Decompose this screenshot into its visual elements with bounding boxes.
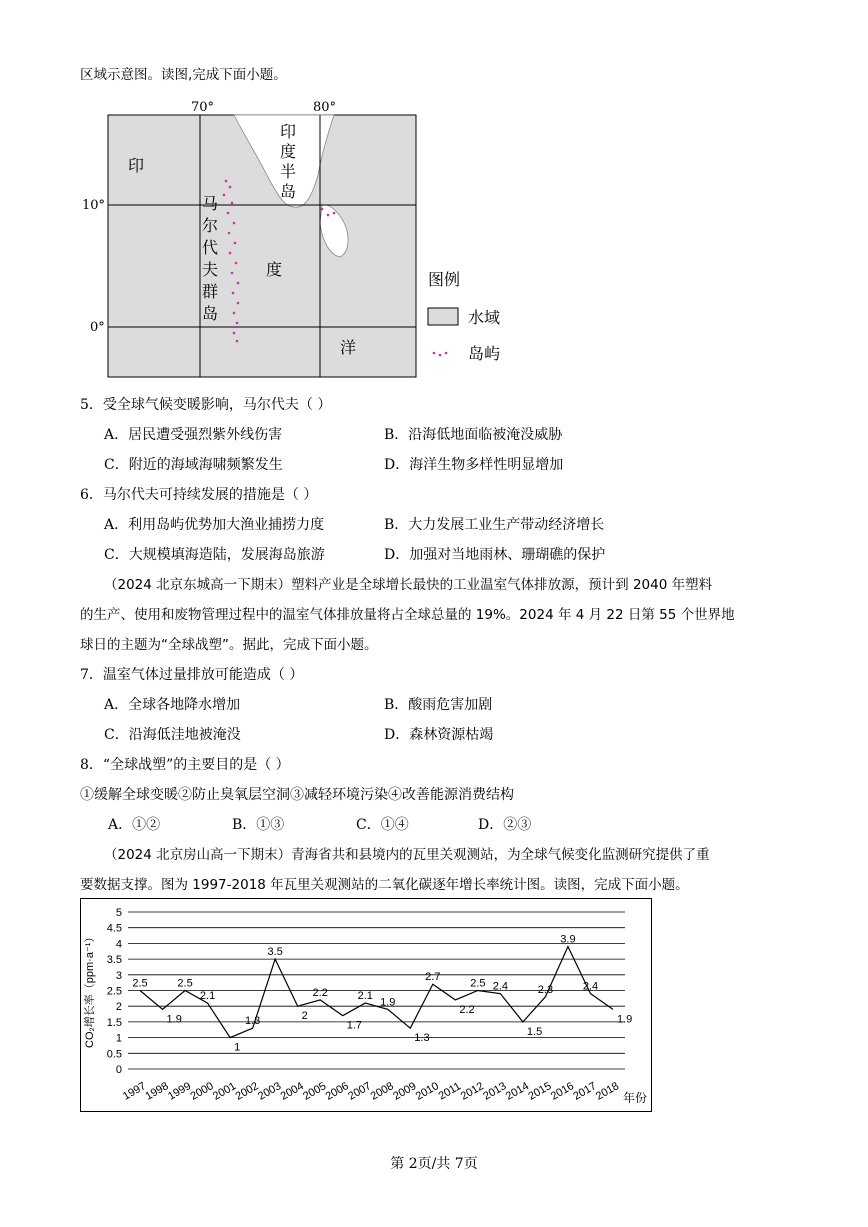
x-tick-label: 1997 [120,1080,149,1103]
data-label: 3.5 [267,946,283,959]
x-tick-label: 2003 [256,1080,284,1103]
q5-option-d[interactable]: D．海洋生物多样性明显增加 [384,457,564,473]
svg-text:夫: 夫 [202,260,219,279]
svg-text:群: 群 [202,282,219,301]
y-tick-label: 1.5 [106,1016,122,1029]
data-label: 2.2 [312,986,328,999]
x-tick-label: 2012 [458,1080,486,1103]
data-label: 1.3 [414,1032,430,1045]
svg-text:图例: 图例 [428,270,461,289]
q8-option-a[interactable]: A．①② [108,817,161,833]
chart-ylabel: CO₂增长率（ppm·a⁻¹） [84,931,96,1048]
data-label: 2.4 [492,980,509,993]
q7-option-c[interactable]: C．沿海低洼地被淹没 [104,727,241,743]
x-tick-label: 2004 [278,1080,306,1103]
y-tick-label: 2 [115,1001,122,1014]
data-label: 2.5 [132,977,148,990]
y-tick-label: 4.5 [106,922,122,935]
map-legend [428,270,500,363]
q5-option-a[interactable]: A．居民遭受强烈紫外线伤害 [104,427,283,443]
x-tick-label: 2008 [368,1080,396,1103]
data-label: 3.9 [560,933,576,946]
x-tick-label: 2007 [346,1080,374,1103]
x-tick-label: 2018 [593,1080,622,1103]
data-label: 2.1 [357,990,373,1003]
x-tick-label: 2010 [413,1080,441,1103]
svg-text:洋: 洋 [340,338,357,357]
data-label: 1.9 [380,996,396,1009]
svg-text:岛: 岛 [280,182,297,201]
x-tick-label: 1998 [143,1080,171,1103]
svg-text:80°: 80° [313,100,337,115]
svg-text:0°: 0° [90,320,105,335]
co2-growth-chart [80,898,652,1112]
data-label: 2.5 [470,977,486,990]
y-tick-label: 2.5 [106,985,122,998]
q7-stem: 7．温室气体过量排放可能造成（ ） [80,667,304,683]
q8-option-d[interactable]: D．②③ [478,817,532,833]
x-tick-label: 1999 [165,1080,194,1103]
svg-text:印: 印 [280,122,297,141]
page-footer: 第 2页/共 7页 [390,1156,478,1172]
q7-option-b[interactable]: B．酸雨危害加剧 [384,697,493,713]
q5-option-b[interactable]: B．沿海低地面临被淹没威胁 [384,427,563,443]
x-tick-label: 2015 [526,1080,554,1103]
y-tick-label: 4 [115,938,122,951]
data-label: 2.4 [582,980,599,993]
data-label: 2.2 [459,1003,475,1016]
data-label: 2 [301,1010,308,1023]
q8-stem: 8．“全球战塑”的主要目的是（ ） [80,757,290,773]
x-tick-label: 2011 [436,1080,464,1103]
svg-text:尔: 尔 [202,216,219,235]
data-label: 1 [234,1041,241,1054]
svg-text:岛: 岛 [202,304,219,323]
x-tick-label: 2000 [188,1080,216,1103]
q5-stem: 5．受全球气候变暖影响，马尔代夫（ ） [80,397,332,413]
q6-option-a[interactable]: A．利用岛屿优势加大渔业捕捞力度 [104,517,325,533]
x-tick-label: 2016 [548,1080,577,1103]
x-tick-label: 2006 [323,1080,351,1103]
q6-stem: 6．马尔代夫可持续发展的措施是（ ） [80,487,318,503]
svg-text:水域: 水域 [468,308,501,327]
svg-text:半: 半 [280,162,297,181]
y-tick-label: 5 [115,907,122,919]
passage2-line2: 的生产、使用和废物管理过程中的温室气体排放量将占全球总量的 19%。2024 年 4 月 22 日第 55 个世界地 [80,607,735,623]
svg-text:10°: 10° [82,198,106,213]
q6-option-d[interactable]: D．加强对当地雨林、珊瑚礁的保护 [384,547,606,563]
x-tick-label: 2013 [481,1080,509,1103]
passage3-line1: （2024 北京房山高一下期末）青海省共和县境内的瓦里关观测站，为全球气候变化监测研究提供了重 [104,847,710,863]
x-tick-label: 2001 [210,1080,239,1103]
data-label: 1.9 [166,1013,182,1026]
q8-list: ①缓解全球变暖②防止臭氧层空洞③减轻环境污染④改善能源消费结构 [80,787,514,803]
svg-text:印: 印 [128,156,145,175]
x-tick-label: 2014 [503,1080,532,1103]
x-tick-label: 2017 [571,1080,599,1103]
x-tick-label: 2005 [301,1080,329,1103]
y-tick-label: 1 [115,1032,122,1045]
q8-option-b[interactable]: B．①③ [232,817,285,833]
svg-text:度: 度 [280,142,297,161]
data-label: 2.3 [537,983,554,996]
q5-option-c[interactable]: C．附近的海域海啸频繁发生 [104,457,283,473]
data-label: 1.3 [244,1015,261,1028]
svg-text:马: 马 [202,194,219,213]
y-tick-label: 3.5 [106,954,122,967]
maldives-map [82,95,528,385]
q7-option-a[interactable]: A．全球各地降水增加 [104,697,241,713]
passage2-line1: （2024 北京东城高一下期末）塑料产业是全球增长最快的工业温室气体排放源，预计到 2040 年塑料 [104,577,713,593]
svg-text:代: 代 [202,238,219,257]
y-tick-label: 3 [115,969,122,982]
svg-text:70°: 70° [191,100,215,115]
q8-option-c[interactable]: C．①④ [356,817,409,833]
data-label: 1.5 [526,1025,543,1038]
data-label: 2.7 [425,971,441,984]
data-label: 2.1 [199,990,216,1003]
y-tick-label: 0 [115,1064,122,1076]
data-label: 1.9 [617,1013,633,1026]
svg-text:度: 度 [266,260,283,279]
q6-option-b[interactable]: B．大力发展工业生产带动经济增长 [384,517,605,533]
data-label: 2.5 [177,977,193,990]
x-tick-label: 2002 [233,1080,261,1103]
intro-line: 区域示意图。读图,完成下面小题。 [80,67,287,83]
chart-xlabel: 年份 [623,1091,648,1105]
q7-option-d[interactable]: D．森林资源枯竭 [384,727,494,743]
data-label: 1.7 [346,1019,363,1032]
q6-option-c[interactable]: C．大规模填海造陆，发展海岛旅游 [104,547,325,563]
passage3-line2: 要数据支撑。图为 1997-2018 年瓦里关观测站的二氧化碳逐年增长率统计图。读图，完成下面小题。 [80,877,689,893]
svg-text:岛屿: 岛屿 [468,344,501,363]
y-tick-label: 0.5 [106,1048,122,1061]
passage2-line3: 球日的主题为“全球战塑”。据此，完成下面小题。 [80,637,378,653]
x-tick-label: 2009 [391,1080,419,1103]
